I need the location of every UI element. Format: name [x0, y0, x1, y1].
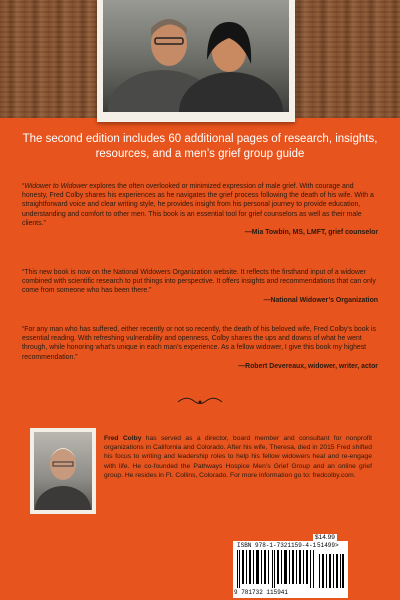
- quote-text: “This new book is now on the National Widowers Organization website. It reflects the firsthand input of a widower combined with scientific research to put things into perspective. It offers insights and recommendations that can only come from someone who has been there.”: [22, 269, 376, 295]
- barcode-number: 9 781732 115941: [234, 589, 289, 596]
- quote-text: “For any man who has suffered, either recently or not so recently, the death of his beloved wife, Fred Colby’s book is essential reading. With refreshing vulnerability and openness, Colby shares the ups and downs of what he went through, while honoring what’s unique in each man’s experience. As a fellow widower, I give this book my highest recommendation.”: [22, 326, 376, 361]
- barcode-bars: [237, 550, 315, 588]
- quote-3: [22, 325, 378, 371]
- isbn-label: ISBN 978-1-7321159-4-1: [237, 542, 317, 549]
- quote-1: [22, 182, 378, 237]
- flourish-ornament: [176, 394, 224, 408]
- bio-text: has served as a director, board member and consultant for nonprofit organizations in California and Colorado. After his wife, Theresa, died in 2015 Fred shifted his focus to writing and leadership roles to help his fellow widowers heal and re-engage with life. He co-founded the Pathways Hospice Men’s Grief Group and an online grief group. He resides in Ft. Collins, Colorado. For more information go to: fredcolby.com.: [104, 435, 372, 479]
- barcode: [233, 541, 348, 598]
- price-label: $14.99: [315, 534, 335, 541]
- author-photo: [30, 428, 96, 514]
- quote-attribution: —National Widower’s Organization: [263, 296, 378, 304]
- quote-text: “Widower to Widower explores the often overlooked or minimized expression of male grief. With courage and honesty, Fred Colby shares his experiences as he navigates the grief process following the death of his wife. With a straightforward voice and clear writing style, he provides insight from his personal journey to provide education, understanding and comfort to other men. This book is an essential tool for grief counselors as well as their male clients.”: [22, 183, 374, 227]
- couple-photo: [97, 0, 295, 122]
- author-bio: [104, 434, 372, 480]
- quote-2: [22, 268, 378, 305]
- supplement-bars: [319, 550, 344, 588]
- quote-attribution: —Robert Devereaux, widower, writer, actor: [238, 362, 378, 370]
- quote-attribution: —Mia Towbin, MS, LMFT, grief counselor: [244, 229, 378, 237]
- supplement-code: 51499>: [317, 542, 339, 549]
- author-name: Fred Colby: [104, 435, 142, 442]
- book-title: Widower to Widower: [24, 183, 88, 190]
- headline: The second edition includes 60 additional pages of research, insights, resources, and a men’s grief group guide: [22, 133, 378, 160]
- quote-body: explores the often overlooked or minimized expression of male grief. With courage and honesty, Fred Colby shares his experiences as he navigates the grief process following the death of his wife. With a straightforward voice and clear writing style, he provides insight from his personal journey to provide education, understanding and comfort to other men. This book is an essential tool for grief counselors as well as their male clients.”: [22, 183, 374, 227]
